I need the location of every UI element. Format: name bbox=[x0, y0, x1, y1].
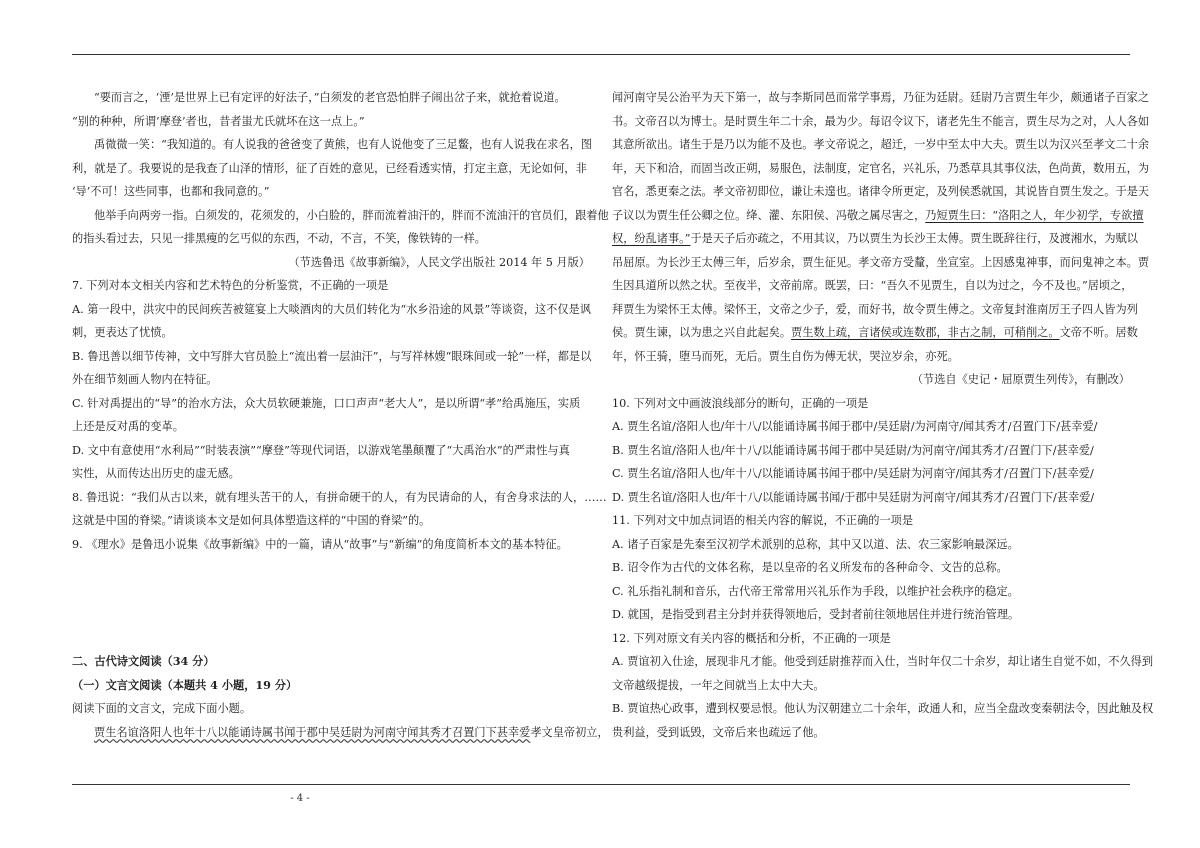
underlined-sentence-2: 贾生数上疏，言诸侯或连数郡，非古之制，可稍削之。 bbox=[791, 326, 1060, 339]
question-12: 12. 下列对原文有关内容的概括和分析，不正确的一项是 bbox=[612, 631, 891, 645]
classical-line-2: 书。文帝召以为博士。是时贾生年二十余，最为少。每诏令议下，诸老先生不能言，贾生尽为之对，人人各如 bbox=[612, 114, 1150, 128]
classical-line-3: 其意所欲出。诸生于是乃以为能不及也。孝文帝说之，超迁，一岁中至太中大夫。贾生以为汉兴至孝文二十余 bbox=[612, 138, 1150, 151]
story-source: （节选鲁迅《故事新编》，人民文学出版社 2014 年 5 月版） bbox=[288, 255, 590, 269]
story-paragraph-1-line-2: “别的种种，所谓‘摩登’者也，昔者蚩尤氏就坏在这一点上。” bbox=[72, 114, 365, 128]
question-10: 10. 下列对文中画波浪线部分的断句，正确的一项是 bbox=[612, 396, 869, 410]
q10-option-c: C. 贾生名谊/洛阳人也/年十八/以能诵诗属书闻于郡中/吴廷尉为河南守/闻其秀才/召置门下/甚幸爱/ bbox=[612, 467, 1094, 480]
story-paragraph-3-line-2: 的指头看过去，只见一排黑瘦的乞丐似的东西，不动，不言，不笑，像铁铸的一样。 bbox=[72, 232, 486, 245]
question-7: 7. 下列对本文相关内容和艺术特色的分析鉴赏，不正确的一项是 bbox=[72, 279, 389, 292]
q7-option-a-cont: 刺，更表达了忧愤。 bbox=[72, 326, 173, 339]
right-column bbox=[612, 86, 1154, 744]
underlined-sentence-1: 乃短贾生曰：“洛阳之人，年少初学，专欲擅 bbox=[925, 208, 1144, 222]
q11-option-b: B. 诏令作为古代的文体名称，是以皇帝的名义所发布的各种命令、文告的总称。 bbox=[612, 561, 1008, 574]
subsection-title: （一）文言文阅读（本题共 4 小题，19 分） bbox=[72, 677, 298, 692]
classical-line-6-a: 子议以为贾生任公卿之位。绛、灌、东阳侯、冯敬之属尽害之， bbox=[612, 208, 926, 222]
classical-line-4: 年，天下和洽，而固当改正朔，易服色，法制度，定官名，兴礼乐，乃悉草具其事仪法，色尚黄，数用五，为 bbox=[612, 161, 1150, 175]
top-rule bbox=[72, 54, 1130, 55]
underlined-sentence-1-cont: 权，纷乱诸事。” bbox=[612, 232, 691, 245]
q11-option-c: C. 礼乐指礼制和音乐，古代帝王常常用兴礼乐作为手段，以维护社会秩序的稳定。 bbox=[612, 584, 1019, 598]
q7-option-d-cont: 实性，从而传达出历史的虚无感。 bbox=[72, 467, 240, 480]
classical-line-6 bbox=[612, 204, 1144, 228]
q12-option-a-cont: 文帝越级提拔，一年之间就当上太中大夫。 bbox=[612, 678, 825, 692]
bottom-rule bbox=[72, 784, 1130, 785]
q12-option-a: A. 贾谊初入仕途，展现非凡才能。他受到廷尉推荐而入仕，当时年仅二十余岁，却让诸生自觉不如，不久得到 bbox=[612, 655, 1154, 668]
q7-option-a: A. 第一段中，洪灾中的民间疾苦被筵宴上大啖酒肉的大员们转化为“水乡沿途的风景”等谈资，这不仅是讽 bbox=[72, 302, 591, 316]
story-paragraph-2-line-2: 利，就是了。我要说的是我查了山泽的情形，征了百姓的意见，已经看透实情，打定主意，无论如何，非 bbox=[72, 161, 587, 175]
section-title: 二、古代诗文阅读（34 分） bbox=[72, 654, 215, 668]
question-8: 8. 鲁迅说：“我们从古以来，就有埋头苦干的人，有拼命硬干的人，有为民请命的人，有舍身求法的人，…… bbox=[72, 490, 607, 504]
question-9: 9. 《理水》是鲁迅小说集《故事新编》中的一篇，请从“故事”与“新编”的角度简析本文的基本特征。 bbox=[72, 537, 568, 551]
classical-line-8: 吊屈原。为长沙王太傅三年，后岁余，贾生征见。孝文帝方受釐，坐宣室。上因感鬼神事，而问鬼神之本。贾 bbox=[612, 255, 1150, 269]
classical-line-11 bbox=[612, 321, 1138, 345]
story-paragraph-2-line-1: 禹微微一笑：“我知道的。有人说我的爸爸变了黄熊，也有人说他变了三足鳖，也有人说我在求名，图 bbox=[94, 138, 592, 151]
story-paragraph-3-line-1: 他举手向两旁一指。白须发的，花须发的，小白脸的，胖而流着油汗的，胖而不流油汗的官员们，跟着他 bbox=[94, 208, 609, 222]
q10-option-b: B. 贾生名谊/洛阳人也/年十八/以能诵诗属书闻于郡中吴廷尉/为河南守/闻其秀才/召置门下/甚幸爱/ bbox=[612, 443, 1094, 457]
reading-instruction: 阅读下面的文言文，完成下面小题。 bbox=[72, 702, 252, 715]
wavy-underlined-passage: 贾生名谊洛阳人也年十八以能诵诗属书闻于郡中吴廷尉为河南守闻其秀才召置门下甚幸爱 bbox=[94, 725, 531, 739]
answer-space bbox=[72, 556, 590, 650]
classical-line-11-b: 文帝不听。居数 bbox=[1059, 326, 1138, 339]
classical-line-7 bbox=[612, 227, 1138, 251]
q11-option-d: D. 就国，是指受到君主分封并获得领地后，受封者前往领地居住并进行统治管理。 bbox=[612, 608, 1020, 621]
classical-line-5: 官名，悉更秦之法。孝文帝初即位，谦让未遑也。诸律令所更定，及列侯悉就国，其说皆自贾生发之。于是天 bbox=[612, 185, 1150, 198]
classical-source: （节选自《史记・屈原贾生列传》，有删改） bbox=[911, 373, 1130, 386]
page-number: - 4 - bbox=[290, 793, 310, 804]
q7-option-c-cont: 上还是反对禹的变革。 bbox=[72, 420, 184, 433]
q7-option-c: C. 针对禹提出的“导”的治水方法，众大员软硬兼施，口口声声“老大人”，是以所谓“孝”给禹施压，实质 bbox=[72, 396, 581, 410]
q12-option-b-cont: 贵利益，受到诋毁，文帝后来也疏远了他。 bbox=[612, 725, 825, 739]
classical-line-9: 生因具道所以然之状。至夜半，文帝前席。既罢，曰：“吾久不见贾生，自以为过之，今不及也。”居顷之， bbox=[612, 279, 1133, 292]
classical-line-11-a: 侯。贾生谏，以为患之兴自此起矣。 bbox=[612, 326, 792, 339]
q7-option-b-cont: 外在细节刻画人物内在特征。 bbox=[72, 373, 218, 386]
q12-option-b: B. 贾谊热心政事，遭到权要忌恨。他认为汉朝建立二十余年，政通人和，应当全盘改变秦朝法令，因此触及权 bbox=[612, 702, 1154, 715]
left-column bbox=[72, 86, 609, 744]
classical-line-7-b: 于是天子后亦疏之，不用其议，乃以贾生为长沙王太傅。贾生既辞往行，及渡湘水，为赋以 bbox=[690, 232, 1138, 245]
story-paragraph-2-line-3: ‘导’不可！这些同事，也都和我同意的。” bbox=[72, 185, 270, 198]
q10-option-d: D. 贾生名谊/洛阳人也/年十八/以能诵诗属书闻/于郡中吴廷尉为河南守/闻其秀才/召置门下/甚幸爱/ bbox=[612, 490, 1095, 504]
q11-option-a: A. 诸子百家是先秦至汉初学术派别的总称，其中又以道、法、农三家影响最深远。 bbox=[612, 537, 1019, 551]
classical-line-12: 年，怀王骑，堕马而死，无后。贾生自伤为傅无状，哭泣岁余，亦死。 bbox=[612, 349, 959, 363]
classical-line-10: 拜贾生为梁怀王太傅。梁怀王，文帝之少子，爱，而好书，故令贾生傅之。文帝复封淮南厉王子四人皆为列 bbox=[612, 302, 1138, 316]
classical-text-start-rest: 孝文皇帝初立， bbox=[530, 725, 609, 739]
classical-text-start bbox=[72, 721, 609, 745]
story-paragraph-1-line-1: “要而言之，‘湮’是世界上已有定评的好法子，”白须发的老官恐怕胖子闹出岔子来，就抢着说道。 bbox=[94, 91, 566, 104]
classical-line-1: 闻河南守吴公治平为天下第一，故与李斯同邑而常学事焉，乃征为廷尉。廷尉乃言贾生年少，颇通诸子百家之 bbox=[612, 91, 1150, 104]
question-8-cont: 这就是中国的脊梁。”请谈谈本文是如何具体塑造这样的“中国的脊梁”的。 bbox=[72, 514, 431, 527]
q7-option-b: B. 鲁迅善以细节传神，文中写胖大官员脸上“流出着一层油汗”，与写祥林嫂“眼珠间或一轮”一样，都是以 bbox=[72, 349, 592, 363]
question-11: 11. 下列对文中加点词语的相关内容的解说，不正确的一项是 bbox=[612, 514, 914, 527]
q10-option-a: A. 贾生名谊/洛阳人也/年十八/以能诵诗属书闻于郡中/吴廷尉/为河南守/闻其秀才/召置门下/甚幸爱/ bbox=[612, 420, 1098, 433]
q7-option-d: D. 文中有意使用“水利局”“时装表演”“摩登”等现代词语，以游戏笔墨颠覆了“大禹治水”的严肃性与真 bbox=[72, 443, 570, 457]
